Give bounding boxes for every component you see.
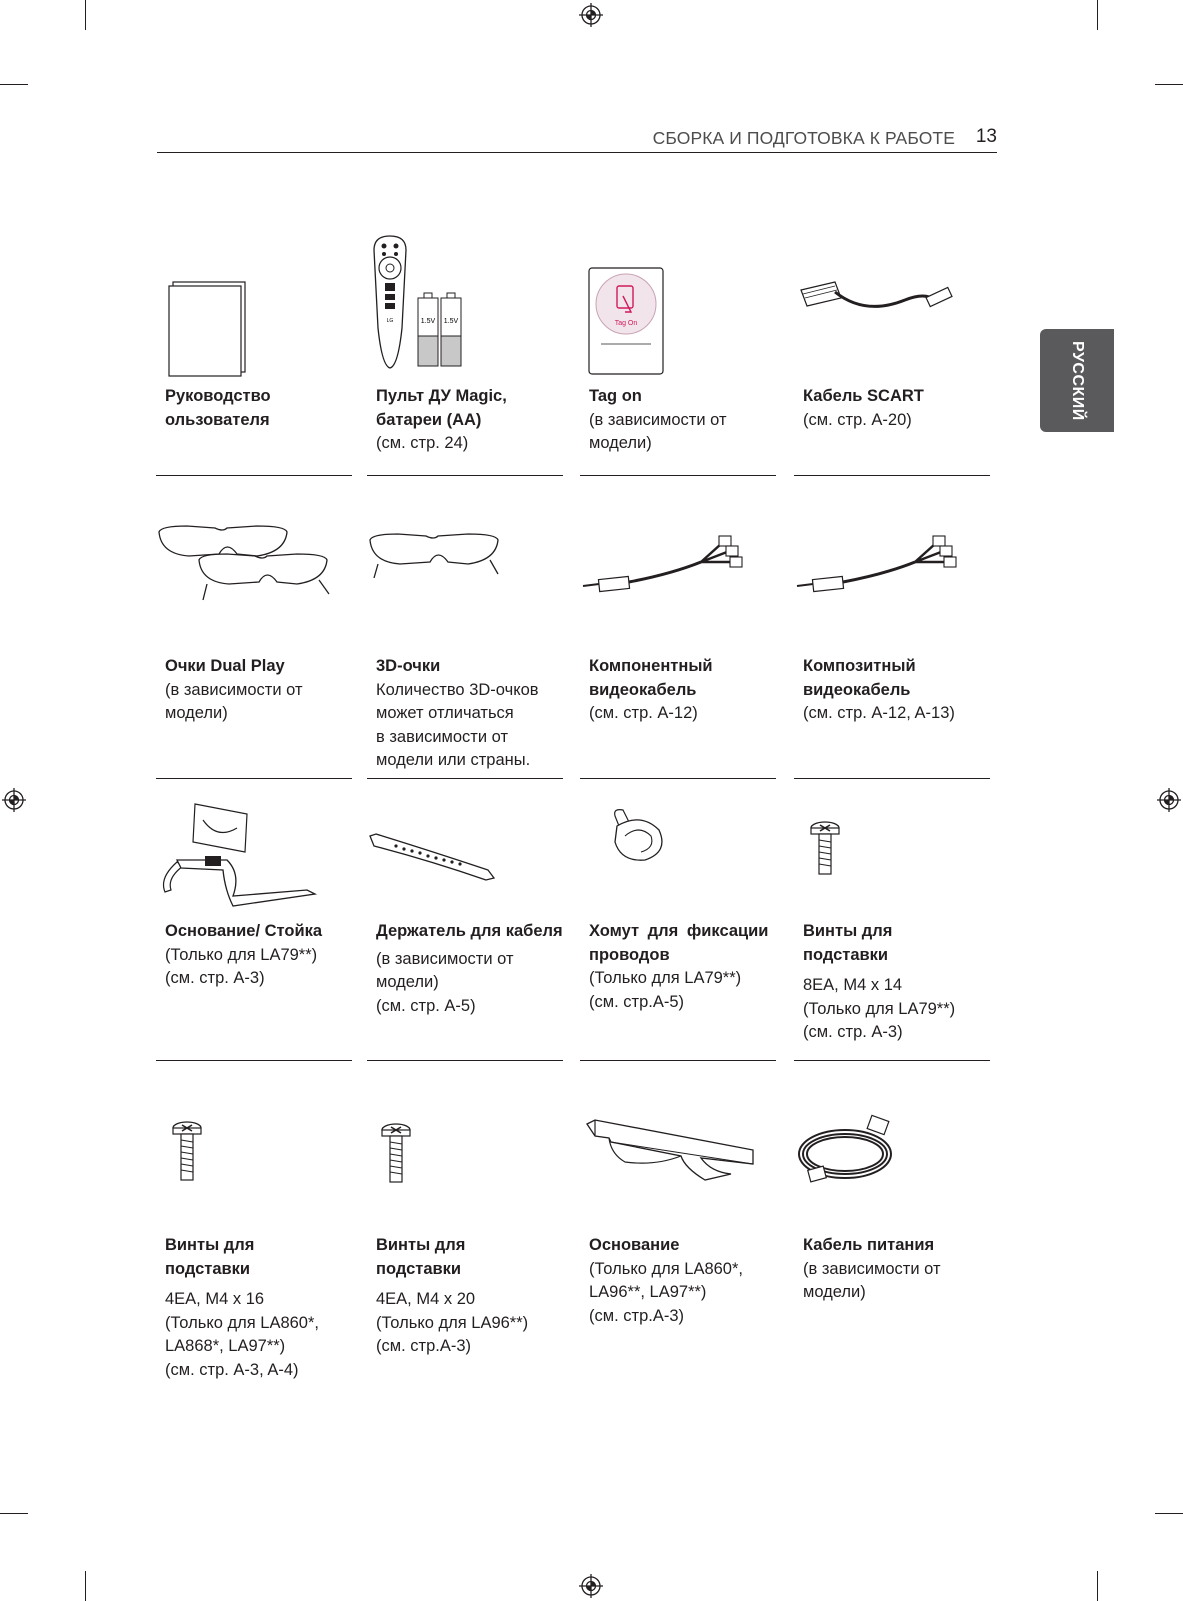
item-dual-play-glasses: [157, 500, 353, 775]
battery-label: 1.5V: [443, 318, 459, 325]
crop-mark: [85, 0, 86, 30]
row-divider: [367, 1060, 563, 1061]
page-header: [157, 124, 997, 153]
svg-text:LG: LG: [386, 318, 394, 324]
item-description: (Только для LA79**) (см. стр.A-5): [589, 969, 742, 1011]
row-divider: [794, 1060, 990, 1061]
item-description: (см. стр. A-12, A-13): [803, 704, 955, 722]
item-title: Tag on: [589, 387, 642, 405]
item-stand-screws-m4x14: [795, 800, 991, 1060]
item-title: Винты для подставки: [165, 1236, 255, 1278]
row-divider: [156, 778, 352, 779]
crop-mark: [1155, 84, 1183, 85]
crop-mark: [0, 84, 28, 85]
section-title: СБОРКА И ПОДГОТОВКА К РАБОТЕ: [652, 128, 955, 148]
row-divider: [580, 778, 776, 779]
registration-mark-icon: [2, 788, 26, 812]
registration-mark-icon: [579, 3, 603, 27]
manual-icon: [157, 230, 353, 380]
item-title: Композитный видеокабель: [803, 657, 916, 699]
component-cable-icon: [581, 500, 777, 630]
row-divider: [794, 778, 990, 779]
item-title: Основание: [589, 1236, 680, 1254]
registration-mark-icon: [1157, 788, 1181, 812]
item-description: (в зависимости от модели): [589, 410, 727, 452]
item-title: Кабель SCART: [803, 387, 924, 405]
row-divider: [794, 475, 990, 476]
crop-mark: [1097, 0, 1098, 30]
row-divider: [367, 475, 563, 476]
item-tag-on: [581, 230, 777, 480]
item-cable-holder: [368, 800, 564, 1060]
item-title: Держатель для кабеля: [376, 922, 563, 940]
item-title: Кабель питания: [803, 1236, 935, 1254]
item-base: [581, 1110, 777, 1390]
row-divider: [367, 778, 563, 779]
item-description: (см. стр. 24): [376, 434, 469, 452]
page-number: 13: [975, 126, 997, 147]
remote-batteries-icon: [368, 230, 564, 380]
item-description: 4EA, M4 x 16 (Только для LA860*, LA868*, LA97**) (см. стр. A-3, A-4): [165, 1290, 319, 1379]
crop-mark: [0, 1513, 28, 1514]
crop-mark: [1155, 1513, 1183, 1514]
item-title: Винты для подставки: [376, 1236, 466, 1278]
item-title: Винты для подставки: [803, 922, 893, 964]
item-description: (в зависимости от модели): [165, 680, 303, 722]
item-scart-cable: [795, 230, 991, 480]
item-user-manual: [157, 230, 353, 480]
language-tab: [1040, 329, 1114, 432]
screw-icon: [795, 800, 991, 920]
battery-label: 1.5V: [420, 318, 436, 325]
composite-cable-icon: [795, 500, 991, 630]
item-description: (в зависимости от модели) (см. стр. A-5): [376, 949, 514, 1015]
item-stand-screws-m4x16: [157, 1110, 353, 1390]
item-title: Руководство ользователя: [165, 387, 271, 429]
3d-glasses-icon: [368, 500, 564, 630]
row-divider: [156, 1060, 352, 1061]
item-description: (в зависимости от модели): [803, 1259, 941, 1301]
item-description: (см. стр. A-20): [803, 410, 912, 429]
power-cable-icon: [795, 1110, 991, 1230]
crop-mark: [1097, 1571, 1098, 1601]
scart-cable-icon: [795, 230, 991, 380]
crop-mark: [85, 1571, 86, 1601]
stand-base-icon: [157, 800, 353, 920]
item-description: (Только для LA860*, LA96**, LA97**) (см. стр.A-3): [589, 1259, 743, 1325]
row-divider: [156, 475, 352, 476]
item-composite-cable: [795, 500, 991, 775]
cable-holder-icon: [368, 800, 564, 920]
row-divider: [580, 1060, 776, 1061]
item-description: (см. стр. A-12): [589, 704, 698, 722]
item-title: Пульт ДУ Magic, батареи (AA): [376, 387, 507, 429]
tag-on-label: Tag On: [614, 320, 638, 327]
registration-mark-icon: [579, 1574, 603, 1598]
screw-icon: [368, 1110, 564, 1230]
screw-icon: [157, 1110, 353, 1230]
base-icon: [581, 1110, 777, 1230]
tag-on-icon: [581, 230, 777, 380]
item-power-cable: [795, 1110, 991, 1390]
item-stand-screws-m4x20: [368, 1110, 564, 1390]
dual-play-glasses-icon: [157, 500, 353, 630]
cable-tie-icon: [581, 800, 777, 920]
row-divider: [580, 475, 776, 476]
item-description: (Только для LA79**) (см. стр. A-3): [165, 945, 318, 987]
item-3d-glasses: [368, 500, 564, 775]
item-description: Количество 3D-очков может отличаться в зависимости от модели или страны.: [376, 680, 539, 769]
item-title: Очки Dual Play: [165, 657, 285, 675]
item-magic-remote: [368, 230, 564, 480]
item-title: Компонентный видеокабель: [589, 657, 713, 699]
item-title: 3D-очки: [376, 657, 441, 675]
item-title: Хомут для фиксации проводов: [589, 922, 769, 964]
item-cable-tie: [581, 800, 777, 1060]
item-title: Основание/ Стойка: [165, 922, 323, 940]
language-tab-label: РУССКИЙ: [1069, 340, 1086, 421]
item-component-cable: [581, 500, 777, 775]
item-description: 4EA, M4 x 20 (Только для LA96**) (см. стр.A-3): [376, 1290, 529, 1355]
item-description: 8EA, M4 x 14 (Только для LA79**) (см. стр. A-3): [803, 976, 956, 1041]
item-stand-base: [157, 800, 353, 1060]
